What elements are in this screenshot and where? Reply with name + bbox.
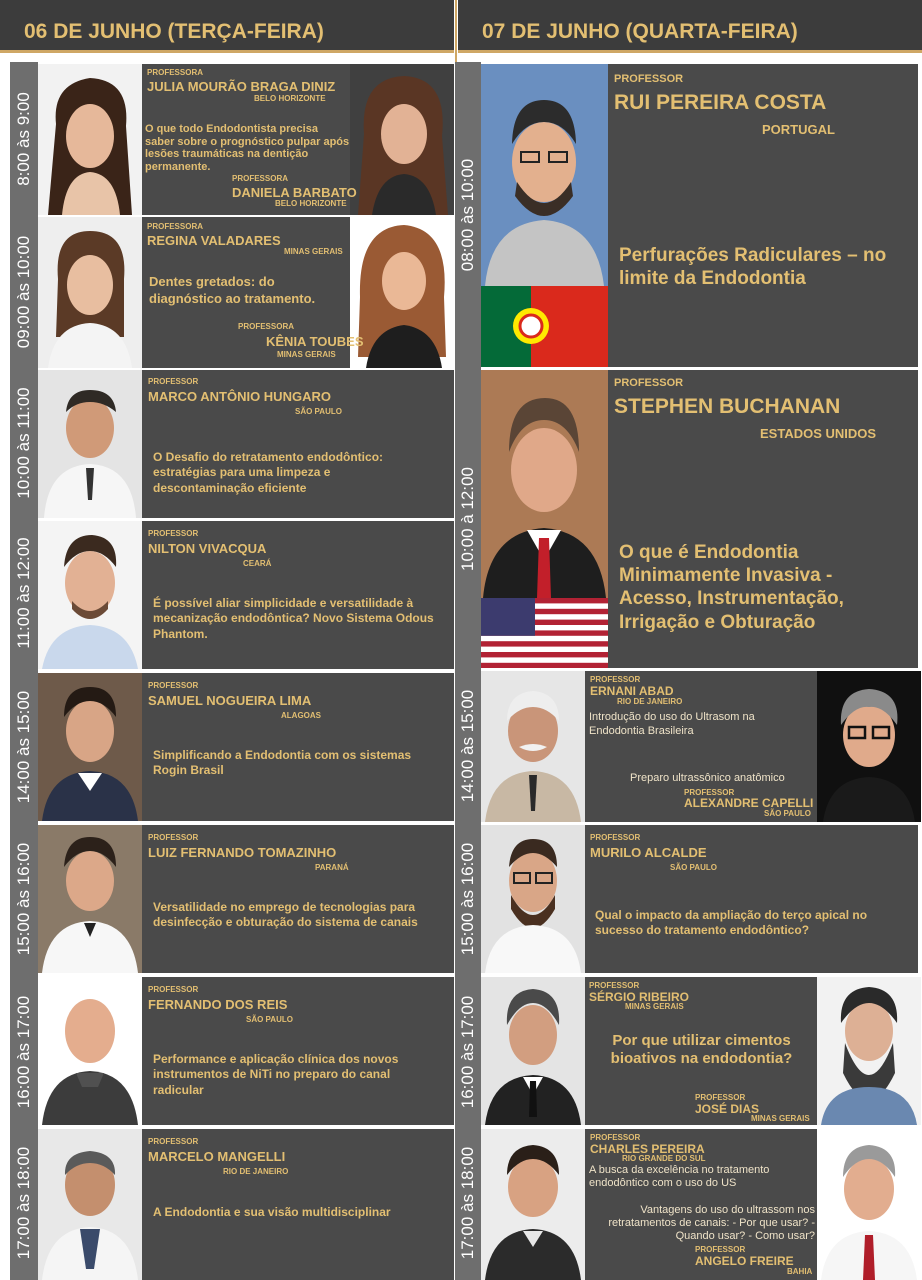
man-portrait-icon [38,977,142,1125]
lecture-title: Versatilidade no emprego de tecnologias para desinfecção e obturação do sistema de canais [153,900,418,930]
day2-header-label: 07 DE JUNHO (QUARTA-FEIRA) [482,20,798,43]
speaker-role: PROFESSOR [614,377,684,389]
speaker-photo-marcelo [38,1129,142,1280]
speaker-photo-regina [38,217,142,368]
lecture-title: Dentes gretados: do diagnóstico ao tratamento. [149,274,316,306]
speaker-location: BELO HORIZONTE [275,199,347,208]
speaker-location: PARANÁ [315,863,349,872]
speaker-photo-julia [38,64,142,215]
speaker-location: ESTADOS UNIDOS [760,426,877,441]
speaker-photo-rui [481,64,608,286]
speaker-location: SÃO PAULO [246,1015,293,1024]
speaker-role: PROFESSORA [232,174,289,183]
usa-flag-icon [481,598,608,668]
speaker-location: BAHIA [787,1267,813,1276]
speaker-photo-jose [817,977,921,1125]
speaker-name: MARCELO MANGELLI [148,1149,286,1164]
speaker-location: PORTUGAL [762,122,835,137]
speaker-photo-daniela [350,64,454,215]
woman-portrait-icon [350,64,454,215]
lecture-title: Simplificando a Endodontia com os sistemas Rogin Brasil [153,748,412,778]
lecture-title: O que todo Endodontista precisa saber sobre o prognóstico pulpar após lesões traumáticas na dentição permanente. [145,123,350,173]
speaker-name: FERNANDO DOS REIS [148,997,288,1012]
man-portrait-icon [38,521,142,669]
speaker-name: ERNANI ABAD [590,684,674,698]
speaker-role: PROFESSOR [695,1093,746,1102]
man-portrait-icon [481,825,585,973]
speaker-name: LUIZ FERNANDO TOMAZINHO [148,845,337,860]
day2-header-underline [458,50,922,53]
speaker-location: CEARÁ [243,559,272,568]
speaker-location: MINAS GERAIS [625,1002,684,1011]
lecture-title: O que é Endodontia Minimamente Invasiva - Acesso, Instrumentação, Irrigação e Obturação [619,542,844,633]
man-portrait-icon [38,673,142,821]
speaker-role: PROFESSORA [147,68,204,77]
day1-time-6: 15:00 às 16:00 [14,842,33,956]
speaker-location: RIO DE JANEIRO [617,697,683,706]
speaker-photo-luiz [38,825,142,973]
speaker-name: RUI PEREIRA COSTA [614,91,827,114]
speaker-location: MINAS GERAIS [751,1114,810,1123]
man-portrait-icon [817,671,921,822]
man-portrait-icon [481,977,585,1125]
man-portrait-icon [481,64,608,286]
usa-flag-icon [481,598,608,668]
speaker-name: STEPHEN BUCHANAN [614,395,841,418]
speaker-photo-kenia [350,217,454,368]
lecture-title: Por que utilizar cimentos bioativos na endodontia? [610,1032,793,1068]
lecture-title: O Desafio do retratamento endodôntico: estratégias para uma limpeza e descontaminação eficiente [153,450,384,495]
speaker-role: PROFESSOR [590,675,641,684]
speaker-role: PROFESSORA [147,222,204,231]
speaker-name: SAMUEL NOGUEIRA LIMA [148,693,312,708]
speaker-name: MARCO ANTÔNIO HUNGARO [148,389,331,404]
day1-time-5: 14:00 às 15:00 [14,690,33,804]
lecture-title: Qual o impacto da ampliação do terço apical no sucesso do tratamento endodôntico? [595,908,868,938]
man-portrait-icon [481,370,608,598]
speaker-name: REGINA VALADARES [147,233,281,248]
day2-time-3: 14:00 às 15:00 [458,689,477,803]
speaker-role: PROFESSOR [148,1137,199,1146]
speaker-location: MINAS GERAIS [284,247,343,256]
speaker-photo-alexandre [817,671,921,822]
day1-header-label: 06 DE JUNHO (TERÇA-FEIRA) [24,20,324,43]
speaker-role: PROFESSOR [695,1245,746,1254]
speaker-photo-charles [481,1129,585,1280]
lecture-title: A Endodontia e sua visão multidisciplinar [153,1205,391,1219]
speaker-role: PROFESSOR [148,681,199,690]
speaker-name: JOSÉ DIAS [695,1102,760,1116]
woman-portrait-icon [350,217,454,368]
speaker-name: KÊNIA TOUBES [266,334,364,349]
speaker-photo-stephen [481,370,608,598]
man-portrait-icon [38,825,142,973]
day1-time-1: 8:00 às 9:00 [14,92,33,186]
speaker-role: PROFESSOR [590,1133,641,1142]
man-portrait-icon [38,1129,142,1280]
portugal-flag-icon [481,286,608,367]
man-portrait-icon [817,977,921,1125]
day1-header-underline [0,50,454,53]
speaker-role: PROFESSOR [148,377,199,386]
day2-time-5: 16:00 às 17:00 [458,995,477,1109]
speaker-location: SÃO PAULO [764,809,811,818]
speaker-photo-murilo [481,825,585,973]
speaker-name: DANIELA BARBATO [232,185,357,200]
speaker-photo-samuel [38,673,142,821]
speaker-location: RIO GRANDE DO SUL [622,1154,706,1163]
day1-header [0,0,454,50]
speaker-photo-angelo [817,1129,921,1280]
portugal-flag-icon [481,286,608,367]
speaker-name: JULIA MOURÃO BRAGA DINIZ [147,79,336,94]
speaker-location: RIO DE JANEIRO [223,1167,289,1176]
speaker-name: ANGELO FREIRE [695,1254,794,1268]
speaker-name: NILTON VIVACQUA [148,541,267,556]
lecture-title: Performance e aplicação clínica dos novos instrumentos de NiTi no preparo do canal radicular [153,1052,399,1097]
lecture-title: Preparo ultrassônico anatômico [630,772,785,784]
speaker-location: BELO HORIZONTE [254,94,326,103]
day1-time-4: 11:00 às 12:00 [14,537,33,649]
day2-time-4: 15:00 às 16:00 [458,842,477,956]
speaker-photo-fernando [38,977,142,1125]
speaker-photo-ernani [481,671,585,822]
speaker-role: PROFESSOR [614,73,684,85]
speaker-role: PROFESSORA [238,322,295,331]
speaker-role: PROFESSOR [590,833,641,842]
speaker-photo-sergio [481,977,585,1125]
day2-time-2: 10:00 à 12:00 [458,467,477,571]
lecture-title: Vantagens do uso do ultrassom nos retratamentos de canais: - Por que usar? - Quando usar? - Como usar? [608,1204,815,1243]
lecture-title: Introdução do uso do Ultrasom na Endodontia Brasileira [589,711,755,738]
man-portrait-icon [38,370,142,518]
day1-time-8: 17:00 às 18:00 [14,1146,33,1260]
day2-time-1: 08:00 às 10:00 [458,158,477,272]
day2-header [458,0,922,50]
speaker-location: SÃO PAULO [295,407,342,416]
speaker-role: PROFESSOR [148,833,199,842]
speaker-location: SÃO PAULO [670,863,717,872]
lecture-title: Perfurações Radiculares – no limite da Endodontia [619,245,887,290]
man-portrait-icon [817,1129,921,1280]
day1-time-7: 16:00 às 17:00 [14,995,33,1109]
speaker-photo-marco [38,370,142,518]
woman-portrait-icon [38,64,142,215]
speaker-role: PROFESSOR [148,985,199,994]
speaker-photo-nilton [38,521,142,669]
speaker-location: MINAS GERAIS [277,350,336,359]
speaker-role: PROFESSOR [684,788,735,797]
speaker-name: ALEXANDRE CAPELLI [684,796,814,810]
speaker-location: ALAGOAS [281,711,321,720]
speaker-name: MURILO ALCALDE [590,845,707,860]
lecture-title: É possível aliar simplicidade e versatilidade à mecanização endodôntica? Novo Sistema Odous Phantom. [153,596,434,641]
speaker-name: CHARLES PEREIRA [590,1142,705,1156]
man-portrait-icon [481,1129,585,1280]
day1-time-2: 09:00 às 10:00 [14,235,33,349]
woman-portrait-icon [38,217,142,368]
speaker-role: PROFESSOR [148,529,199,538]
man-portrait-icon [481,671,585,822]
lecture-title: A busca da excelência no tratamento endodôntico com o uso do US [589,1164,770,1190]
speaker-name: SÉRGIO RIBEIRO [589,990,690,1004]
speaker-role: PROFESSOR [589,981,640,990]
day2-time-6: 17:00 às 18:00 [458,1146,477,1260]
day1-time-3: 10:00 às 11:00 [14,387,33,499]
